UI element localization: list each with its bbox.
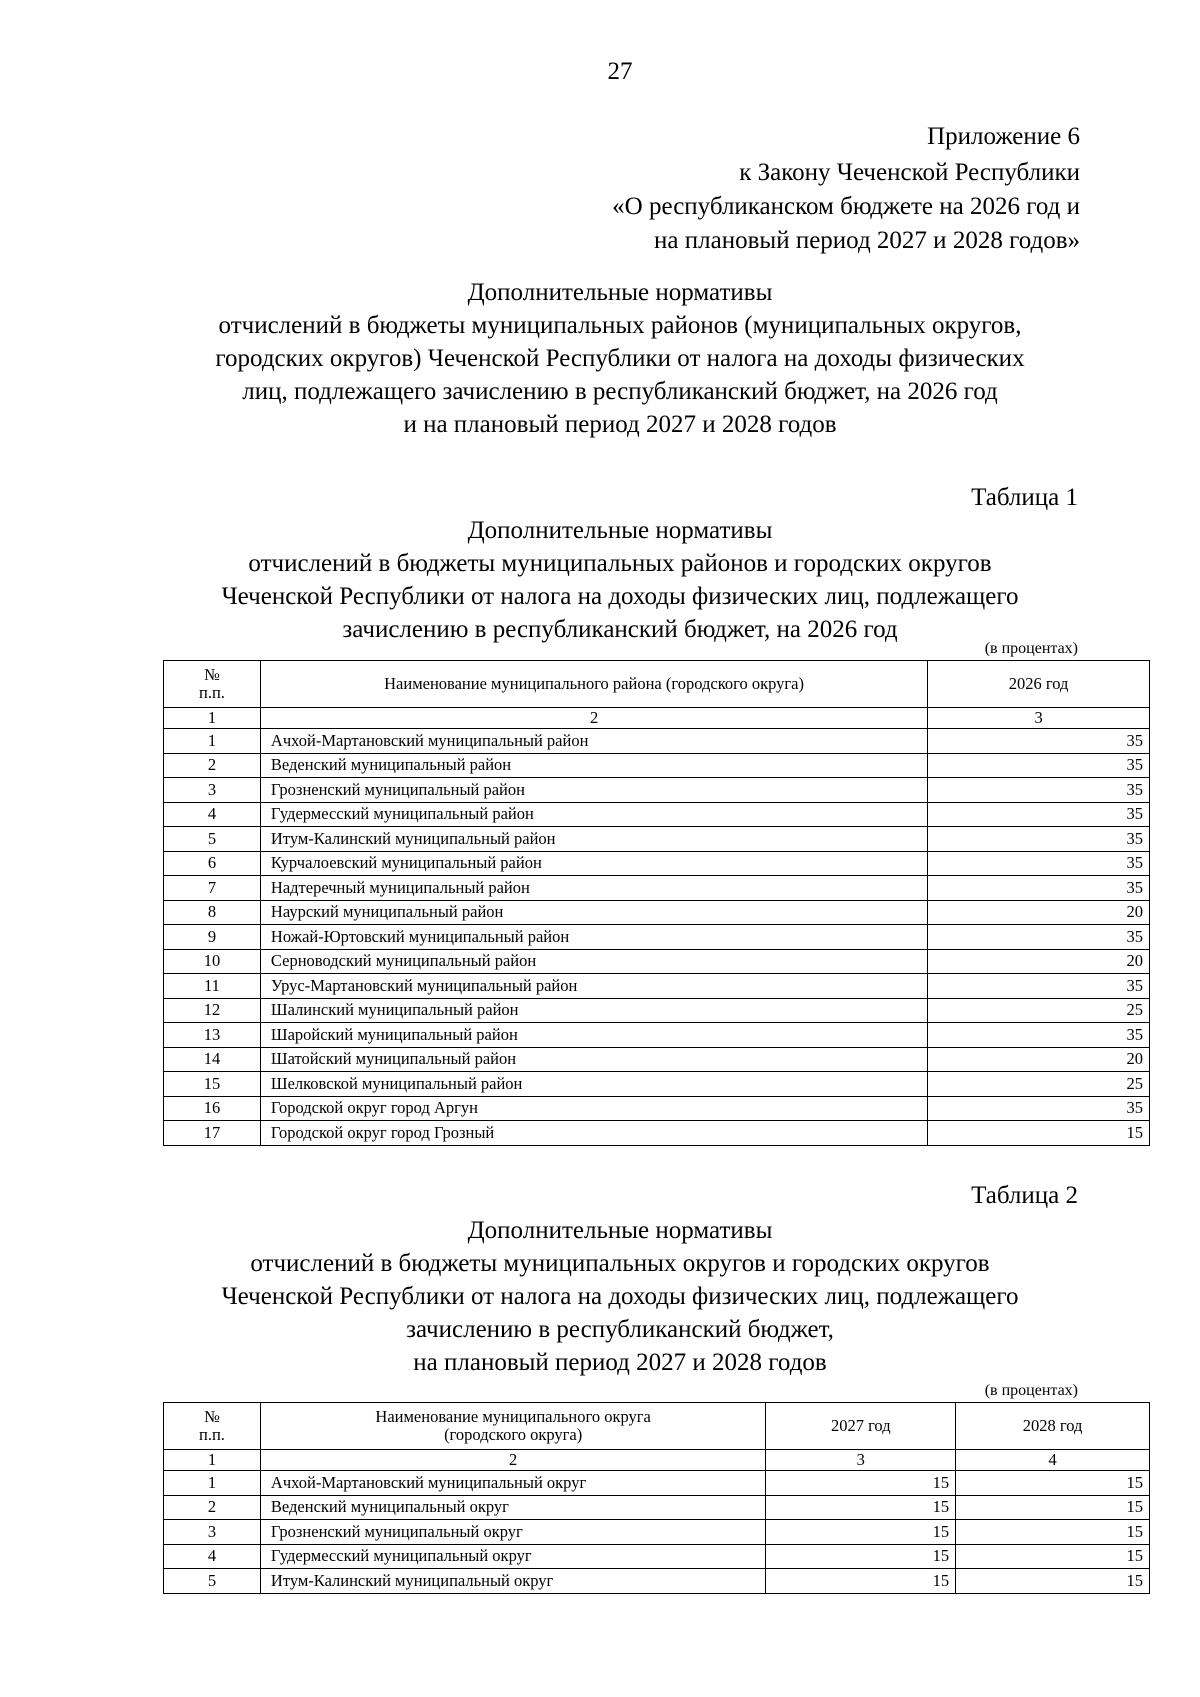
table-cell: 15 — [766, 1569, 956, 1594]
document-heading — [140, 276, 1100, 441]
table-cell: 35 — [928, 1096, 1150, 1121]
table-cell: 25 — [928, 998, 1150, 1023]
appendix-ref-line: «О республиканском бюджете на 2026 год и — [612, 193, 1080, 220]
table-row — [164, 851, 1150, 876]
table-cell: 13 — [164, 1023, 261, 1048]
table-row — [164, 1121, 1150, 1146]
table-cell: Ножай-Юртовский муниципальный район — [260, 925, 927, 950]
table-row — [164, 925, 1150, 950]
table2-head — [164, 1403, 1150, 1450]
table-cell: 2 — [164, 753, 261, 778]
table-cell: 35 — [928, 1023, 1150, 1048]
table-cell: 15 — [766, 1520, 956, 1545]
table-cell: Веденский муниципальный округ — [260, 1495, 765, 1520]
table-cell: 15 — [766, 1471, 956, 1496]
table-cell: 6 — [164, 851, 261, 876]
table-cell: Грозненский муниципальный район — [260, 778, 927, 803]
table-row — [164, 778, 1150, 803]
page-number: 27 — [607, 58, 633, 85]
table-cell: Курчалоевский муниципальный район — [260, 851, 927, 876]
heading-line: и на плановый период 2027 и 2028 годов — [403, 411, 837, 438]
table-row — [164, 1520, 1150, 1545]
table2-title-line: Чеченской Республики от налога на доходы физических лиц, подлежащего — [221, 1283, 1019, 1310]
table-cell: 5 — [164, 827, 261, 852]
table-cell: 4 — [164, 802, 261, 827]
table2 — [163, 1402, 1150, 1594]
table-row — [164, 1072, 1150, 1097]
table-cell: 2 — [164, 1495, 261, 1520]
appendix-title: Приложение 6 — [927, 123, 1080, 150]
table-cell: Гудермесский муниципальный район — [260, 802, 927, 827]
table2-title-line: Дополнительные нормативы — [467, 1217, 773, 1244]
table-row — [164, 1471, 1150, 1496]
table1-body — [164, 708, 1150, 1146]
table1-header-row — [164, 661, 1150, 708]
table-cell: 5 — [164, 1569, 261, 1594]
table-cell: Итум-Калинский муниципальный район — [260, 827, 927, 852]
table-row — [164, 1096, 1150, 1121]
table1-column-number: 3 — [928, 708, 1150, 729]
table-cell: Ачхой-Мартановский муниципальный район — [260, 729, 927, 754]
table2-header-cell: Наименование муниципального округа (городского округа) — [260, 1403, 765, 1450]
table-row — [164, 949, 1150, 974]
table-row — [164, 900, 1150, 925]
table1-column-number-row — [164, 708, 1150, 729]
table-row — [164, 753, 1150, 778]
table-cell: Городской округ город Аргун — [260, 1096, 927, 1121]
table2-title-line: зачислению в республиканский бюджет, — [406, 1316, 834, 1343]
table-cell: 15 — [928, 1121, 1150, 1146]
table1-units: (в процентах) — [984, 640, 1078, 657]
table-cell: 15 — [956, 1495, 1150, 1520]
table-cell: 17 — [164, 1121, 261, 1146]
table-row — [164, 802, 1150, 827]
table-cell: 35 — [928, 876, 1150, 901]
appendix-ref-line: к Закону Чеченской Республики — [739, 159, 1080, 186]
table-cell: 14 — [164, 1047, 261, 1072]
table-cell: 15 — [956, 1569, 1150, 1594]
table-cell: 15 — [956, 1544, 1150, 1569]
table-row — [164, 876, 1150, 901]
heading-line: отчислений в бюджеты муниципальных районов (муниципальных округов, — [218, 312, 1022, 339]
table-cell: 20 — [928, 949, 1150, 974]
table2-column-number: 3 — [766, 1450, 956, 1471]
table-cell: Надтеречный муниципальный район — [260, 876, 927, 901]
table2-header-cell: 2027 год — [766, 1403, 956, 1450]
table1-title-line: отчислений в бюджеты муниципальных районов и городских округов — [248, 550, 992, 577]
table-cell: Итум-Калинский муниципальный округ — [260, 1569, 765, 1594]
table-row — [164, 1569, 1150, 1594]
table-row — [164, 974, 1150, 999]
appendix-reference — [612, 156, 1080, 258]
table-cell: 15 — [164, 1072, 261, 1097]
appendix-ref-line: на плановый период 2027 и 2028 годов» — [654, 227, 1080, 254]
table-cell: 25 — [928, 1072, 1150, 1097]
table1-title-line: Дополнительные нормативы — [467, 517, 773, 544]
table-cell: 35 — [928, 753, 1150, 778]
heading-line: лиц, подлежащего зачислению в республиканский бюджет, на 2026 год — [242, 378, 998, 405]
table-cell: 15 — [766, 1495, 956, 1520]
table1-title — [140, 514, 1100, 646]
table2-label: Таблица 2 — [971, 1182, 1078, 1209]
table-cell: Серноводский муниципальный район — [260, 949, 927, 974]
table-cell: 35 — [928, 778, 1150, 803]
table-row — [164, 1544, 1150, 1569]
table-cell: 15 — [956, 1471, 1150, 1496]
table-cell: Шаройский муниципальный район — [260, 1023, 927, 1048]
table1-head — [164, 661, 1150, 708]
table2-header-cell: № п.п. — [164, 1403, 261, 1450]
table-cell: 7 — [164, 876, 261, 901]
table2-header-cell: 2028 год — [956, 1403, 1150, 1450]
table-cell: 8 — [164, 900, 261, 925]
table-cell: 12 — [164, 998, 261, 1023]
table-cell: 9 — [164, 925, 261, 950]
table-cell: 3 — [164, 1520, 261, 1545]
table2-title — [140, 1214, 1100, 1379]
table1-column-number: 2 — [260, 708, 927, 729]
table-cell: 35 — [928, 974, 1150, 999]
heading-line: городских округов) Чеченской Республики от налога на доходы физических — [215, 345, 1025, 372]
table-cell: Шалинский муниципальный район — [260, 998, 927, 1023]
table-cell: Грозненский муниципальный округ — [260, 1520, 765, 1545]
table-row — [164, 827, 1150, 852]
table-cell: 10 — [164, 949, 261, 974]
table1-label: Таблица 1 — [971, 484, 1078, 511]
table-cell: 35 — [928, 827, 1150, 852]
table-cell: 35 — [928, 729, 1150, 754]
table-cell: 35 — [928, 925, 1150, 950]
table2-title-line: на плановый период 2027 и 2028 годов — [413, 1349, 827, 1376]
table-cell: Городской округ город Грозный — [260, 1121, 927, 1146]
table1-column-number: 1 — [164, 708, 261, 729]
table2-title-line: отчислений в бюджеты муниципальных округов и городских округов — [250, 1250, 990, 1277]
table-cell: 20 — [928, 900, 1150, 925]
table1-title-line: зачислению в республиканский бюджет, на 2026 год — [342, 616, 898, 643]
table2-column-number-row — [164, 1450, 1150, 1471]
table1-header-cell: № п.п. — [164, 661, 261, 708]
table-cell: Веденский муниципальный район — [260, 753, 927, 778]
table-cell: 4 — [164, 1544, 261, 1569]
table-cell: Наурский муниципальный район — [260, 900, 927, 925]
table-cell: Урус-Мартановский муниципальный район — [260, 974, 927, 999]
table-cell: 35 — [928, 851, 1150, 876]
table1-header-cell: 2026 год — [928, 661, 1150, 708]
heading-line: Дополнительные нормативы — [467, 279, 773, 306]
table-cell: 16 — [164, 1096, 261, 1121]
table-cell: 11 — [164, 974, 261, 999]
table-cell: Ачхой-Мартановский муниципальный округ — [260, 1471, 765, 1496]
table-row — [164, 729, 1150, 754]
table-cell: Гудермесский муниципальный округ — [260, 1544, 765, 1569]
table-row — [164, 1047, 1150, 1072]
table1-header-cell: Наименование муниципального района (городского округа) — [260, 661, 927, 708]
table2-body — [164, 1450, 1150, 1594]
table-cell: 1 — [164, 729, 261, 754]
table-cell: 3 — [164, 778, 261, 803]
table-row — [164, 1023, 1150, 1048]
table2-units: (в процентах) — [984, 1382, 1078, 1399]
table-cell: 1 — [164, 1471, 261, 1496]
table2-column-number: 4 — [956, 1450, 1150, 1471]
table1-title-line: Чеченской Республики от налога на доходы физических лиц, подлежащего — [221, 583, 1019, 610]
table2-column-number: 2 — [260, 1450, 765, 1471]
table-row — [164, 998, 1150, 1023]
table-cell: 15 — [766, 1544, 956, 1569]
table-cell: 15 — [956, 1520, 1150, 1545]
table-cell: Шатойский муниципальный район — [260, 1047, 927, 1072]
table-row — [164, 1495, 1150, 1520]
table2-column-number: 1 — [164, 1450, 261, 1471]
table-cell: 20 — [928, 1047, 1150, 1072]
table-cell: 35 — [928, 802, 1150, 827]
table1 — [163, 660, 1150, 1146]
table-cell: Шелковской муниципальный район — [260, 1072, 927, 1097]
table2-header-row — [164, 1403, 1150, 1450]
